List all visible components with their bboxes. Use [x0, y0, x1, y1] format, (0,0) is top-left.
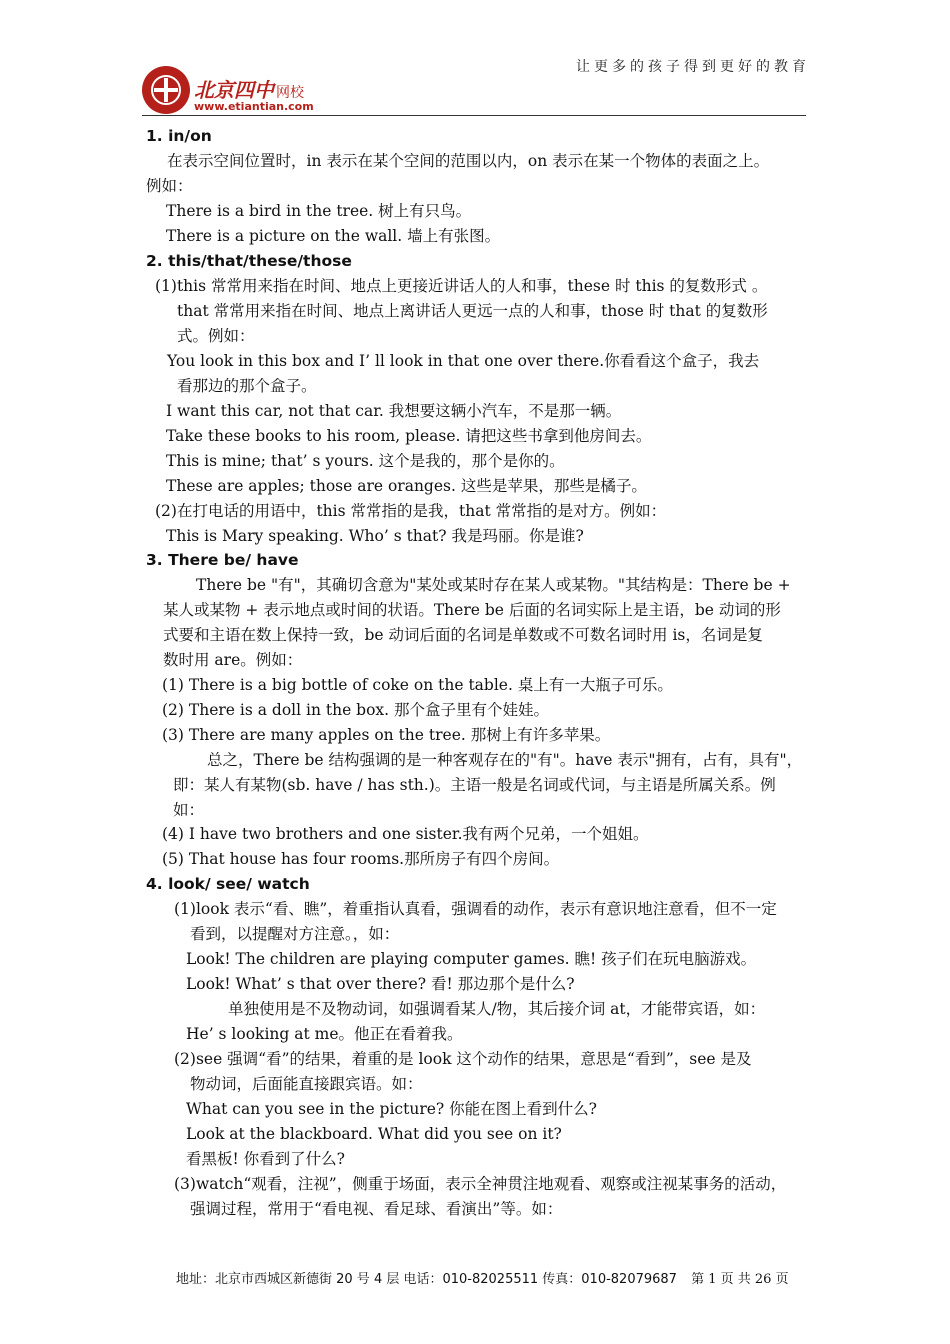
example-line: This is Mary speaking. Who’ s that? 我是玛丽。你是谁? [166, 527, 584, 545]
example-line: This is mine; that’ s yours. 这个是我的，那个是你的。 [166, 452, 565, 470]
example-line: I want this car, not that car. 我想要这辆小汽车，不是那一辆。 [166, 402, 622, 420]
example-line: There is a bird in the tree. 树上有只鸟。 [166, 202, 472, 220]
example-line: 看黑板! 你看到了什么? [186, 1150, 345, 1168]
example-line: What can you see in the picture? 你能在图上看到什么? [186, 1100, 597, 1118]
paragraph-line: 例如： [146, 177, 193, 195]
paragraph-line: 某人或某物 + 表示地点或时间的状语。There be 后面的名词实际上是主语，be 动词的形 [163, 601, 781, 619]
example-line: There is a picture on the wall. 墙上有张图。 [166, 227, 501, 245]
paragraph-line: 在表示空间位置时，in 表示在某个空间的范围以内，on 表示在某一个物体的表面之上。 [167, 152, 770, 170]
example-line: Take these books to his room, please. 请把这些书拿到他房间去。 [166, 427, 652, 445]
logo-title [194, 74, 304, 103]
section-heading: 4. look/ see/ watch [146, 875, 310, 893]
logo-suffix: 网校 [276, 85, 304, 101]
logo-url: www.etiantian.com [194, 100, 314, 113]
paragraph-line: (2)see 强调“看”的结果，着重的是 look 这个动作的结果，意思是“看到”，see 是及 [174, 1050, 752, 1068]
paragraph-line: (1)look 表示“看、瞧”，着重指认真看，强调看的动作，表示有意识地注意看，但不一定 [174, 900, 777, 918]
example-line: (2) There is a doll in the box. 那个盒子里有个娃娃。 [162, 701, 550, 719]
page-number: 第 1 页 共 26 页 [691, 1272, 789, 1287]
example-line: (5) That house has four rooms.那所房子有四个房间。 [162, 850, 560, 868]
paragraph-line: that 常常用来指在时间、地点上离讲话人更远一点的人和事，those 时 that 的复数形 [177, 302, 768, 320]
paragraph-line: (1)this 常常用来指在时间、地点上更接近讲话人的人和事，these 时 this 的复数形式 。 [155, 277, 768, 295]
paragraph-line: 数时用 are。例如： [163, 651, 303, 669]
example-line: (1) There is a big bottle of coke on the table. 桌上有一大瓶子可乐。 [162, 676, 673, 694]
paragraph-line: 单独使用是不及物动词，如强调看某人/物，其后接介词 at，才能带宾语，如： [228, 1000, 766, 1018]
example-line: Look at the blackboard. What did you see on it? [186, 1125, 562, 1143]
example-line: (4) I have two brothers and one sister.我有两个兄弟，一个姐姐。 [162, 825, 649, 843]
example-line: 看那边的那个盒子。 [177, 377, 317, 395]
paragraph-line: 强调过程，常用于“看电视、看足球、看演出”等。如： [190, 1200, 563, 1218]
example-line: Look! What’ s that over there? 看! 那边那个是什么? [186, 975, 575, 993]
paragraph-line: 式要和主语在数上保持一致，be 动词后面的名词是单数或不可数名词时用 is，名词是复 [163, 626, 763, 644]
example-line: (3) There are many apples on the tree. 那树上有许多苹果。 [162, 726, 611, 744]
page-footer [176, 1268, 789, 1287]
paragraph-line: 即：某人有某物(sb. have / has sth.)。主语一般是名词或代词，与主语是所属关系。例 [173, 776, 776, 794]
paragraph-line: (3)watch“观看，注视”，侧重于场面，表示全神贯注地观看、观察或注视某事务的活动， [174, 1175, 787, 1193]
example-line: Look! The children are playing computer games. 瞧! 孩子们在玩电脑游戏。 [186, 950, 757, 968]
example-line: He’ s looking at me。他正在看着我。 [186, 1025, 463, 1043]
paragraph-line: 如： [173, 801, 205, 819]
logo-name: 北京四中 [194, 78, 274, 102]
footer-address: 地址：北京市西城区新德街 20 号 4 层 电话：010-82025511 传真：010-82079687 [176, 1272, 677, 1287]
paragraph-line: 看到，以提醒对方注意。，如： [190, 925, 400, 943]
paragraph-line: 物动词，后面能直接跟宾语。如： [190, 1075, 423, 1093]
section-heading: 2. this/that/these/those [146, 252, 352, 270]
section-heading: 3. There be/ have [146, 551, 299, 569]
header-slogan: 让更多的孩子得到更好的教育 [576, 59, 810, 75]
section-heading: 1. in/on [146, 127, 212, 145]
paragraph-line: 式。例如： [177, 327, 255, 345]
logo-emblem-icon [142, 66, 190, 114]
header-divider [142, 115, 806, 116]
paragraph-line: There be "有"，其确切含意为"某处或某时存在某人或某物。"其结构是：There be + [196, 576, 791, 594]
example-line: You look in this box and I’ ll look in that one over there.你看看这个盒子，我去 [167, 352, 760, 370]
paragraph-line: 总之，There be 结构强调的是一种客观存在的"有"。have 表示"拥有，占有，具有"， [207, 751, 803, 769]
paragraph-line: (2)在打电话的用语中，this 常常指的是我，that 常常指的是对方。例如： [155, 502, 667, 520]
example-line: These are apples; those are oranges. 这些是苹果，那些是橘子。 [166, 477, 647, 495]
